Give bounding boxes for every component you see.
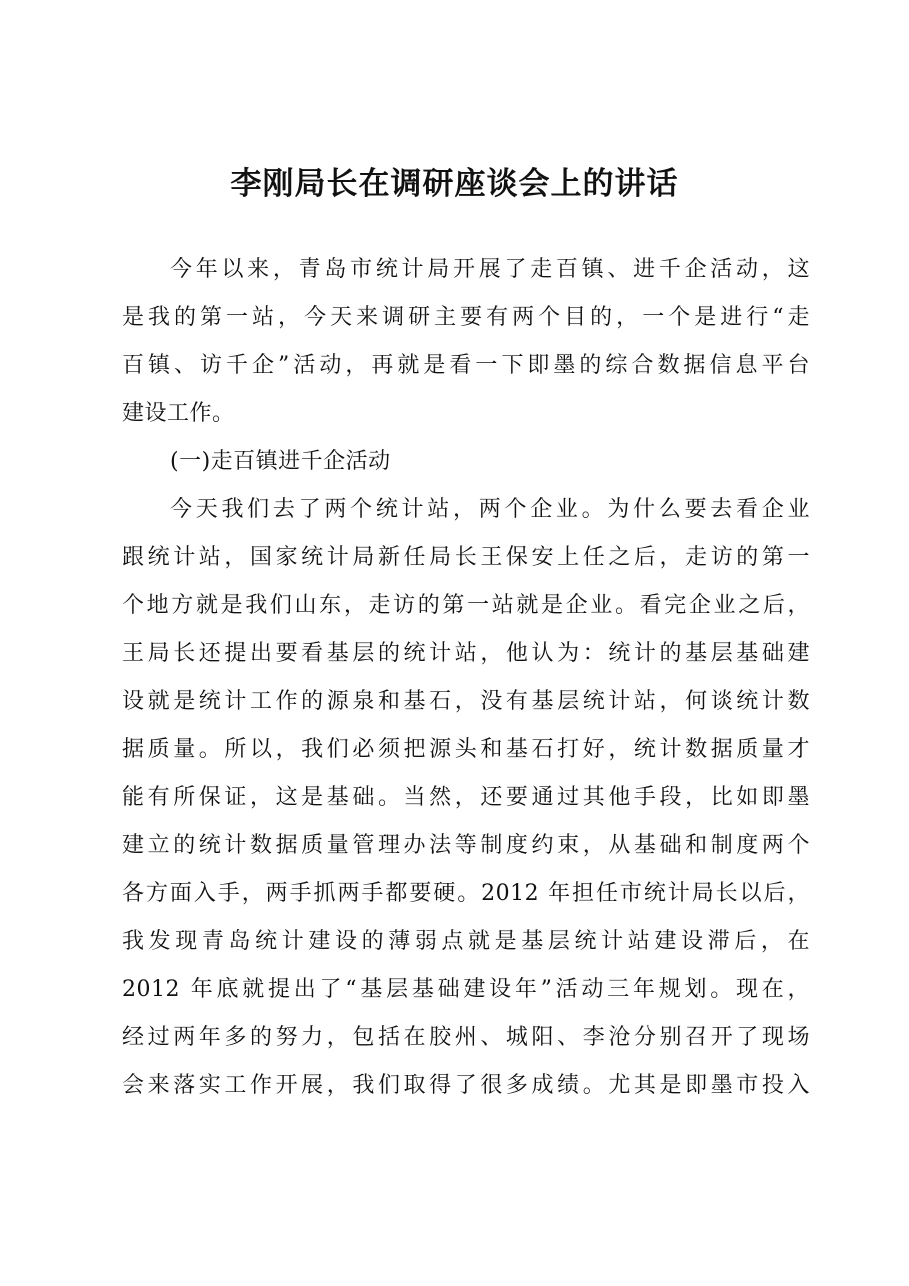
- paragraph-line: 今天我们去了两个统计站，两个企业。为什么要去看企业: [170, 497, 810, 522]
- paragraph-line: 个地方就是我们山东，走访的第一站就是企业。看完企业之后，: [122, 593, 810, 618]
- paragraph-line: 各方面入手，两手抓两手都要硬。2012 年担任市统计局长以后，: [122, 881, 810, 906]
- paragraph-line: 百镇、访千企”活动，再就是看一下即墨的综合数据信息平台: [122, 353, 810, 378]
- paragraph-line: 据质量。所以，我们必须把源头和基石打好，统计数据质量才: [122, 737, 810, 762]
- paragraph-line: 建立的统计数据质量管理办法等制度约束，从基础和制度两个: [122, 833, 810, 858]
- paragraph-line: 建设工作。: [122, 401, 235, 426]
- paragraph-line: 今年以来，青岛市统计局开展了走百镇、进千企活动，这: [170, 257, 810, 282]
- paragraph-line: 跟统计站，国家统计局新任局长王保安上任之后，走访的第一: [122, 545, 810, 570]
- document-body: [122, 246, 810, 1110]
- section-heading: (一)走百镇进千企活动: [170, 449, 391, 474]
- document-title: 李刚局长在调研座谈会上的讲话: [230, 166, 679, 202]
- paragraph-line: 我发现青岛统计建设的薄弱点就是基层统计站建设滞后，在: [122, 929, 810, 954]
- paragraph-line: 王局长还提出要看基层的统计站，他认为：统计的基层基础建: [122, 641, 810, 666]
- paragraph-line: 会来落实工作开展，我们取得了很多成绩。尤其是即墨市投入: [122, 1073, 810, 1098]
- paragraph-line: 是我的第一站，今天来调研主要有两个目的，一个是进行“走: [122, 305, 810, 330]
- paragraph-line: 设就是统计工作的源泉和基石，没有基层统计站，何谈统计数: [122, 689, 810, 714]
- paragraph-line: 能有所保证，这是基础。当然，还要通过其他手段，比如即墨: [122, 785, 810, 810]
- paragraph-line: 经过两年多的努力，包括在胶州、城阳、李沧分别召开了现场: [122, 1025, 810, 1050]
- paragraph-line: 2012 年底就提出了“基层基础建设年”活动三年规划。现在，: [122, 977, 810, 1002]
